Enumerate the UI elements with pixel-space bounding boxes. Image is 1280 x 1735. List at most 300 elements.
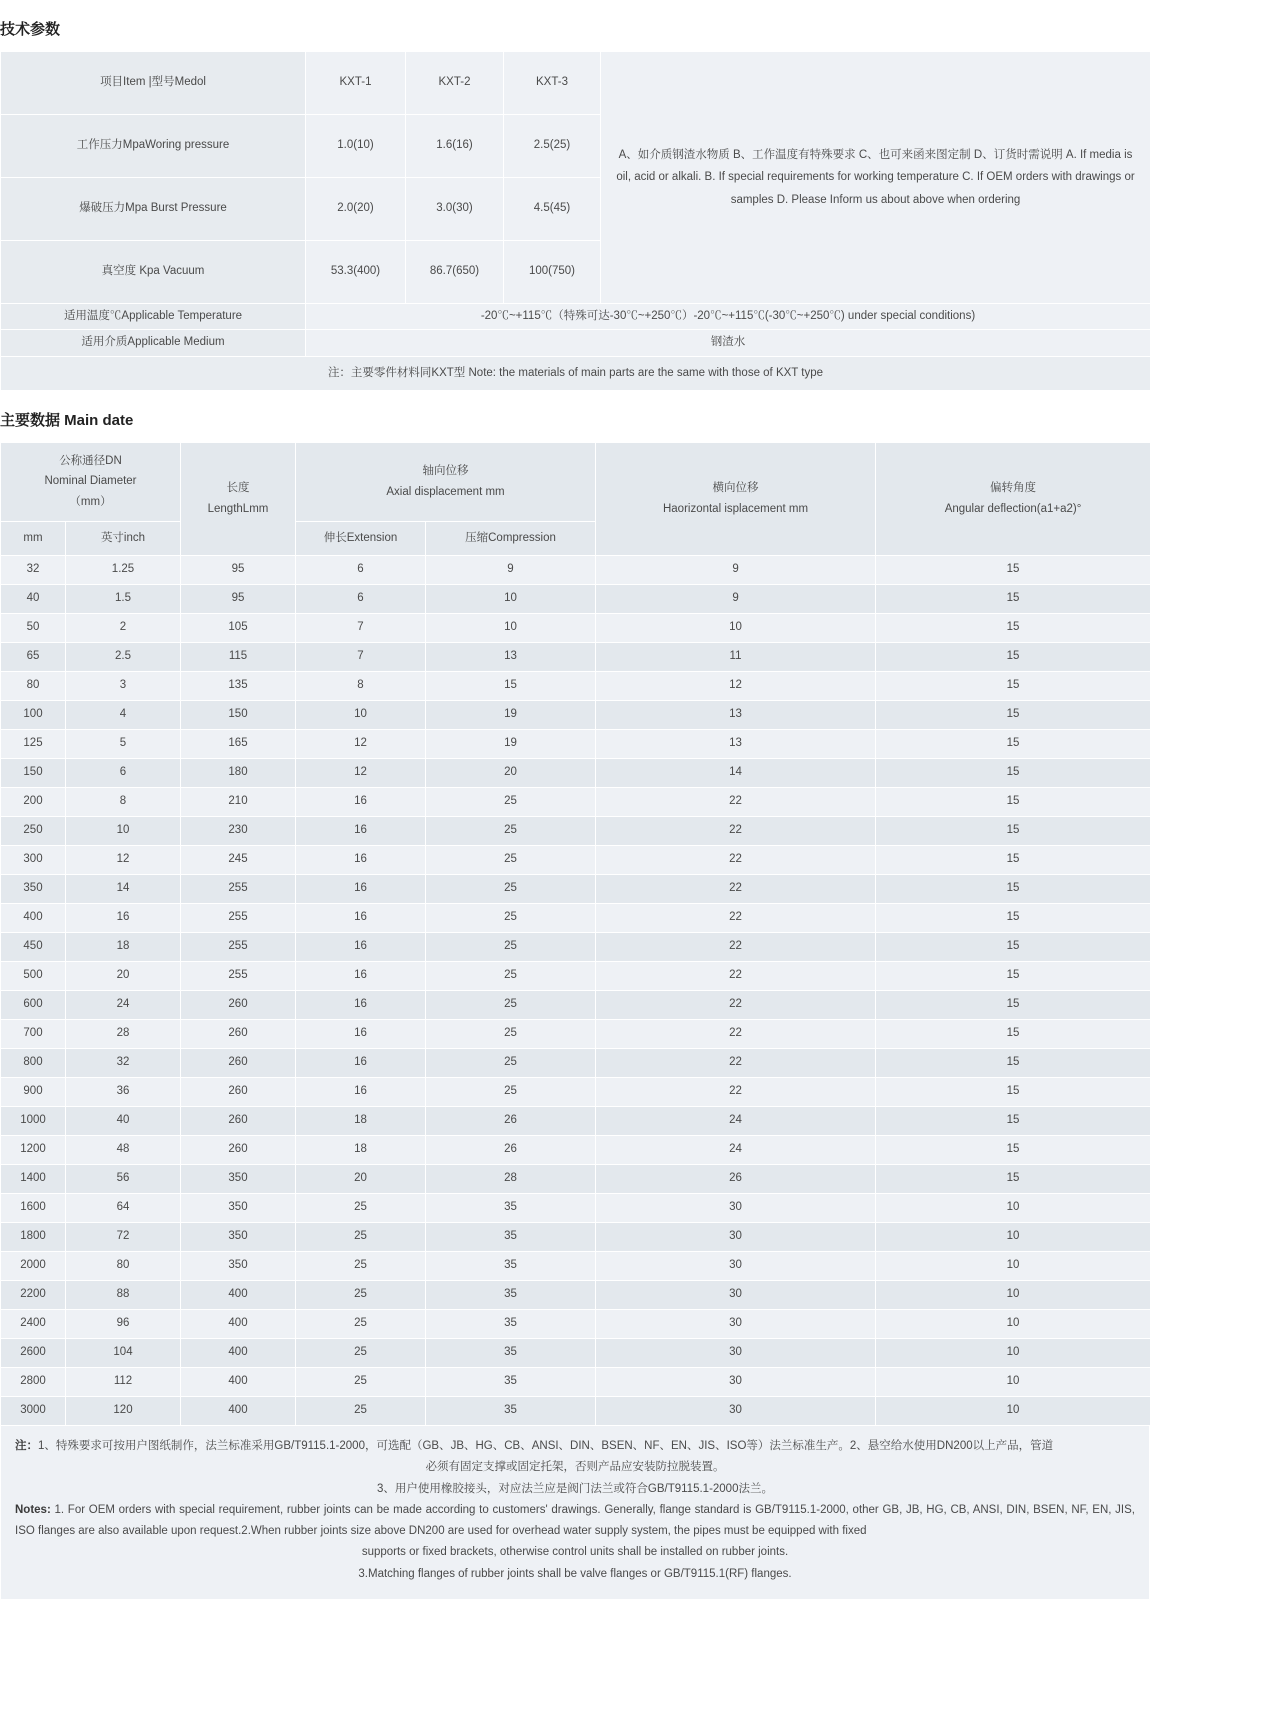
table-row — [1, 1281, 1151, 1310]
cell-horizontal: 22 — [596, 1078, 876, 1107]
cell-horizontal: 22 — [596, 1049, 876, 1078]
cell-dn-inch: 4 — [66, 701, 181, 730]
cell-horizontal: 30 — [596, 1223, 876, 1252]
notes-en-line-1: 1. For OEM orders with special requirement, rubber joints can be made according to customers' drawings. Generally, flange standard is GB/T9115.1-2000, other GB, JB, HG, CB, ANSI, DIN, BSEN, NF, EN, JIS, ISO flanges are also available upon request.2.When rubber joints size above DN200 are used for overhead water supply system, the pipes must be equipped with fixed — [15, 1503, 1135, 1538]
cell-angular: 15 — [876, 730, 1151, 759]
cell-dn-mm: 700 — [1, 1020, 66, 1049]
cell-dn-inch: 5 — [66, 730, 181, 759]
cell-angular: 10 — [876, 1281, 1151, 1310]
cell-horizontal: 14 — [596, 759, 876, 788]
cell-horizontal: 12 — [596, 672, 876, 701]
document-page — [0, 18, 1280, 1620]
tech-row-value: 1.0(10) — [306, 115, 406, 178]
notes-en-first-line — [15, 1500, 1135, 1543]
tech-footer-note: 注：主要零件材料同KXT型 Note: the materials of main parts are the same with those of KXT type — [1, 356, 1151, 390]
cell-dn-inch: 20 — [66, 962, 181, 991]
cell-extension: 16 — [296, 1049, 426, 1078]
cell-angular: 15 — [876, 788, 1151, 817]
cell-dn-inch: 40 — [66, 1107, 181, 1136]
cell-dn-mm: 125 — [1, 730, 66, 759]
notes-en-label: Notes: — [15, 1503, 51, 1516]
cell-extension: 16 — [296, 788, 426, 817]
cell-extension: 12 — [296, 730, 426, 759]
tech-row-label: 工作压力MpaWoring pressure — [1, 115, 306, 178]
cell-horizontal: 24 — [596, 1136, 876, 1165]
cell-horizontal: 22 — [596, 1020, 876, 1049]
tech-row-label: 真空度 Kpa Vacuum — [1, 241, 306, 304]
cell-dn-inch: 2 — [66, 614, 181, 643]
cell-compression: 26 — [426, 1107, 596, 1136]
cell-angular: 15 — [876, 1020, 1151, 1049]
main-data-table — [0, 442, 1151, 1426]
notes-cn-label: 注： — [15, 1440, 38, 1453]
cell-compression: 25 — [426, 1078, 596, 1107]
cell-compression: 10 — [426, 585, 596, 614]
table-row — [1, 701, 1151, 730]
cell-angular: 15 — [876, 962, 1151, 991]
cell-angular: 10 — [876, 1339, 1151, 1368]
cell-angular: 15 — [876, 643, 1151, 672]
cell-dn-inch: 36 — [66, 1078, 181, 1107]
tech-row-value: 2.5(25) — [504, 115, 601, 178]
cell-dn-inch: 96 — [66, 1310, 181, 1339]
tech-row-label: 爆破压力Mpa Burst Pressure — [1, 178, 306, 241]
tech-title-wrap — [0, 18, 1280, 39]
cell-horizontal: 26 — [596, 1165, 876, 1194]
tech-row-value: 4.5(45) — [504, 178, 601, 241]
cell-compression: 25 — [426, 788, 596, 817]
cell-dn-mm: 2600 — [1, 1339, 66, 1368]
cell-angular: 10 — [876, 1252, 1151, 1281]
hdr-angular-en: Angular deflection(a1+a2)° — [944, 502, 1082, 515]
hdr-horizontal-en: Haorizontal isplacement mm — [662, 502, 809, 515]
tech-medium-value: 钢渣水 — [306, 330, 1151, 356]
cell-length: 350 — [181, 1194, 296, 1223]
notes-box — [0, 1426, 1150, 1600]
cell-extension: 16 — [296, 817, 426, 846]
cell-extension: 20 — [296, 1165, 426, 1194]
cell-dn-inch: 120 — [66, 1397, 181, 1426]
cell-angular: 15 — [876, 933, 1151, 962]
cell-length: 400 — [181, 1368, 296, 1397]
cell-length: 230 — [181, 817, 296, 846]
cell-length: 255 — [181, 962, 296, 991]
cell-compression: 25 — [426, 1020, 596, 1049]
table-row — [1, 933, 1151, 962]
cell-horizontal: 30 — [596, 1397, 876, 1426]
cell-dn-mm: 100 — [1, 701, 66, 730]
cell-extension: 18 — [296, 1136, 426, 1165]
cell-dn-mm: 300 — [1, 846, 66, 875]
cell-horizontal: 13 — [596, 730, 876, 759]
cell-dn-mm: 250 — [1, 817, 66, 846]
cell-horizontal: 30 — [596, 1281, 876, 1310]
cell-compression: 15 — [426, 672, 596, 701]
cell-length: 260 — [181, 1020, 296, 1049]
tech-note-line: A. If media is oil, acid or alkali. — [616, 148, 1133, 184]
table-row — [1, 1368, 1151, 1397]
cell-compression: 9 — [426, 556, 596, 585]
cell-dn-inch: 14 — [66, 875, 181, 904]
tech-note-line: B、工作温度有特殊要求 — [733, 148, 856, 161]
cell-length: 105 — [181, 614, 296, 643]
hdr-axial-cn: 轴向位移 — [422, 465, 469, 478]
tech-row-value: 1.6(16) — [406, 115, 504, 178]
cell-dn-inch: 72 — [66, 1223, 181, 1252]
cell-length: 115 — [181, 643, 296, 672]
tech-note-line: D. Please Inform us about above when ordering — [776, 193, 1021, 206]
technical-parameters-table — [0, 51, 1151, 391]
cell-angular: 15 — [876, 701, 1151, 730]
table-row — [1, 643, 1151, 672]
hdr-axial-en: Axial displacement mm — [386, 485, 505, 498]
table-row — [1, 1165, 1151, 1194]
cell-length: 400 — [181, 1281, 296, 1310]
tech-row-value: 86.7(650) — [406, 241, 504, 304]
cell-dn-mm: 450 — [1, 933, 66, 962]
col-header-nominal-diameter — [1, 442, 181, 521]
cell-dn-mm: 2000 — [1, 1252, 66, 1281]
page-title-technical-parameters: 技术参数 — [0, 21, 61, 38]
cell-horizontal: 30 — [596, 1339, 876, 1368]
cell-horizontal: 22 — [596, 788, 876, 817]
hdr-dn-cn: 公称通径DN — [59, 454, 122, 467]
cell-dn-mm: 2800 — [1, 1368, 66, 1397]
hdr-dn-unit: （mm） — [69, 496, 112, 509]
cell-dn-mm: 32 — [1, 556, 66, 585]
cell-horizontal: 30 — [596, 1310, 876, 1339]
cell-extension: 16 — [296, 904, 426, 933]
cell-compression: 25 — [426, 904, 596, 933]
tech-model-kxt2: KXT-2 — [406, 52, 504, 115]
table-row — [1, 614, 1151, 643]
cell-length: 255 — [181, 875, 296, 904]
table-row — [1, 1223, 1151, 1252]
cell-length: 260 — [181, 1107, 296, 1136]
cell-dn-mm: 600 — [1, 991, 66, 1020]
main-title-wrap — [0, 409, 1280, 430]
tech-note-line: C. If OEM orders with drawings or samples — [730, 171, 1135, 206]
table-row — [1, 1252, 1151, 1281]
cell-length: 260 — [181, 1049, 296, 1078]
cell-compression: 35 — [426, 1252, 596, 1281]
cell-horizontal: 22 — [596, 904, 876, 933]
cell-length: 350 — [181, 1165, 296, 1194]
cell-dn-inch: 16 — [66, 904, 181, 933]
table-row — [1, 556, 1151, 585]
cell-dn-mm: 800 — [1, 1049, 66, 1078]
cell-angular: 15 — [876, 904, 1151, 933]
cell-angular: 15 — [876, 991, 1151, 1020]
tech-note-line: D、订货时需说明 — [973, 148, 1063, 161]
cell-dn-inch: 28 — [66, 1020, 181, 1049]
table-header-row — [1, 442, 1151, 521]
cell-dn-inch: 1.25 — [66, 556, 181, 585]
cell-length: 260 — [181, 1078, 296, 1107]
cell-compression: 28 — [426, 1165, 596, 1194]
cell-extension: 7 — [296, 614, 426, 643]
cell-dn-inch: 1.5 — [66, 585, 181, 614]
cell-angular: 15 — [876, 672, 1151, 701]
cell-extension: 16 — [296, 875, 426, 904]
cell-horizontal: 30 — [596, 1252, 876, 1281]
cell-horizontal: 22 — [596, 991, 876, 1020]
cell-dn-inch: 56 — [66, 1165, 181, 1194]
cell-angular: 15 — [876, 1107, 1151, 1136]
cell-angular: 15 — [876, 1078, 1151, 1107]
cell-angular: 10 — [876, 1194, 1151, 1223]
hdr-angular-cn: 偏转角度 — [990, 482, 1037, 495]
cell-compression: 35 — [426, 1223, 596, 1252]
cell-extension: 16 — [296, 846, 426, 875]
cell-extension: 25 — [296, 1368, 426, 1397]
cell-angular: 15 — [876, 556, 1151, 585]
cell-extension: 6 — [296, 585, 426, 614]
cell-horizontal: 10 — [596, 614, 876, 643]
cell-horizontal: 30 — [596, 1194, 876, 1223]
notes-en-line-3: 3.Matching flanges of rubber joints shall be valve flanges or GB/T9115.1(RF) flanges. — [358, 1567, 792, 1580]
cell-extension: 7 — [296, 643, 426, 672]
cell-length: 400 — [181, 1310, 296, 1339]
cell-angular: 15 — [876, 817, 1151, 846]
cell-dn-mm: 80 — [1, 672, 66, 701]
table-row — [1, 759, 1151, 788]
cell-compression: 25 — [426, 875, 596, 904]
cell-horizontal: 22 — [596, 846, 876, 875]
cell-dn-inch: 48 — [66, 1136, 181, 1165]
col-header-mm: mm — [1, 521, 66, 555]
hdr-horizontal-cn: 横向位移 — [712, 482, 759, 495]
cell-compression: 20 — [426, 759, 596, 788]
cell-extension: 25 — [296, 1194, 426, 1223]
tech-table-wrap — [0, 51, 1280, 391]
cell-angular: 10 — [876, 1310, 1151, 1339]
cell-dn-mm: 500 — [1, 962, 66, 991]
cell-length: 350 — [181, 1252, 296, 1281]
cell-angular: 15 — [876, 1136, 1151, 1165]
cell-dn-mm: 1400 — [1, 1165, 66, 1194]
cell-dn-inch: 24 — [66, 991, 181, 1020]
cell-dn-inch: 104 — [66, 1339, 181, 1368]
table-row — [1, 672, 1151, 701]
tech-header-item: 项目Item |型号Medol — [1, 52, 306, 115]
cell-extension: 16 — [296, 1078, 426, 1107]
tech-medium-label: 适用介质Applicable Medium — [1, 330, 306, 356]
cell-extension: 16 — [296, 991, 426, 1020]
cell-dn-mm: 1800 — [1, 1223, 66, 1252]
cell-length: 245 — [181, 846, 296, 875]
cell-length: 165 — [181, 730, 296, 759]
table-row — [1, 962, 1151, 991]
cell-horizontal: 22 — [596, 962, 876, 991]
cell-angular: 10 — [876, 1397, 1151, 1426]
cell-extension: 16 — [296, 1020, 426, 1049]
notes-en-line-2: supports or fixed brackets, otherwise control units shall be installed on rubber joints. — [361, 1546, 789, 1559]
table-row — [1, 1397, 1151, 1426]
table-row — [1, 1136, 1151, 1165]
page-title-main-data: 主要数据 Main date — [0, 411, 134, 429]
table-row — [1, 904, 1151, 933]
cell-angular: 15 — [876, 1049, 1151, 1078]
cell-extension: 25 — [296, 1310, 426, 1339]
cell-dn-inch: 80 — [66, 1252, 181, 1281]
cell-angular: 15 — [876, 875, 1151, 904]
cell-dn-inch: 112 — [66, 1368, 181, 1397]
cell-length: 95 — [181, 556, 296, 585]
cell-dn-mm: 1600 — [1, 1194, 66, 1223]
cell-extension: 25 — [296, 1223, 426, 1252]
tech-model-kxt3: KXT-3 — [504, 52, 601, 115]
table-row — [1, 1310, 1151, 1339]
table-row — [1, 585, 1151, 614]
cell-horizontal: 9 — [596, 585, 876, 614]
cell-angular: 10 — [876, 1368, 1151, 1397]
table-row — [1, 1020, 1151, 1049]
hdr-length-cn: 长度 — [226, 482, 250, 495]
cell-dn-inch: 6 — [66, 759, 181, 788]
cell-extension: 25 — [296, 1252, 426, 1281]
col-header-inch: 英寸inch — [66, 521, 181, 555]
notes-cn-first-line — [15, 1436, 1135, 1457]
tech-row-value: 53.3(400) — [306, 241, 406, 304]
cell-extension: 18 — [296, 1107, 426, 1136]
cell-dn-inch: 64 — [66, 1194, 181, 1223]
cell-extension: 16 — [296, 962, 426, 991]
col-header-angular-deflection — [876, 442, 1151, 555]
cell-length: 260 — [181, 991, 296, 1020]
tech-note-line: C、也可来函来图定制 — [858, 148, 971, 161]
table-row — [1, 991, 1151, 1020]
tech-row-value: 2.0(20) — [306, 178, 406, 241]
cell-compression: 25 — [426, 1049, 596, 1078]
cell-horizontal: 11 — [596, 643, 876, 672]
cell-dn-inch: 8 — [66, 788, 181, 817]
table-row — [1, 330, 1151, 356]
cell-compression: 25 — [426, 817, 596, 846]
cell-extension: 25 — [296, 1397, 426, 1426]
tech-row-value: 3.0(30) — [406, 178, 504, 241]
cell-length: 255 — [181, 904, 296, 933]
notes-cn-line-1: 1、特殊要求可按用户图纸制作，法兰标准采用GB/T9115.1-2000，可选配（GB、JB、HG、CB、ANSI、DIN、BSEN、NF、EN、JIS、ISO等）法兰标准生产。2、悬空给水使用DN200以上产品，管道 — [38, 1440, 1054, 1453]
hdr-dn-en: Nominal Diameter — [44, 475, 137, 488]
cell-compression: 35 — [426, 1397, 596, 1426]
cell-dn-mm: 50 — [1, 614, 66, 643]
cell-length: 400 — [181, 1397, 296, 1426]
cell-compression: 35 — [426, 1339, 596, 1368]
cell-dn-mm: 2200 — [1, 1281, 66, 1310]
cell-extension: 25 — [296, 1281, 426, 1310]
cell-dn-mm: 1200 — [1, 1136, 66, 1165]
cell-angular: 15 — [876, 846, 1151, 875]
cell-angular: 15 — [876, 759, 1151, 788]
cell-compression: 26 — [426, 1136, 596, 1165]
cell-extension: 16 — [296, 933, 426, 962]
cell-dn-inch: 12 — [66, 846, 181, 875]
cell-length: 150 — [181, 701, 296, 730]
cell-angular: 10 — [876, 1223, 1151, 1252]
table-row — [1, 304, 1151, 330]
notes-cn-line-2: 必须有固定支撑或固定托架，否则产品应安装防拉脱装置。 — [425, 1461, 725, 1474]
cell-compression: 25 — [426, 846, 596, 875]
cell-extension: 8 — [296, 672, 426, 701]
cell-dn-mm: 400 — [1, 904, 66, 933]
cell-length: 400 — [181, 1339, 296, 1368]
cell-compression: 35 — [426, 1310, 596, 1339]
main-table-wrap — [0, 442, 1280, 1426]
table-row — [1, 788, 1151, 817]
cell-length: 180 — [181, 759, 296, 788]
cell-horizontal: 22 — [596, 875, 876, 904]
cell-compression: 35 — [426, 1194, 596, 1223]
table-row — [1, 1049, 1151, 1078]
table-row — [1, 1078, 1151, 1107]
col-header-compression: 压缩Compression — [426, 521, 596, 555]
cell-length: 95 — [181, 585, 296, 614]
notes-cn-line-3: 3、用户使用橡胶接头，对应法兰应是阀门法兰或符合GB/T9115.1-2000法兰。 — [377, 1482, 773, 1495]
cell-extension: 25 — [296, 1339, 426, 1368]
table-row — [1, 1194, 1151, 1223]
tech-notes-cell — [601, 52, 1151, 304]
table-row — [1, 356, 1151, 390]
cell-compression: 10 — [426, 614, 596, 643]
table-row — [1, 52, 1151, 115]
cell-dn-inch: 32 — [66, 1049, 181, 1078]
col-header-axial-displacement — [296, 442, 596, 521]
table-row — [1, 875, 1151, 904]
cell-dn-mm: 150 — [1, 759, 66, 788]
tech-temperature-label: 适用温度℃Applicable Temperature — [1, 304, 306, 330]
cell-dn-mm: 1000 — [1, 1107, 66, 1136]
tech-note-line: B. If special requirements for working temperature — [704, 171, 959, 184]
cell-dn-mm: 900 — [1, 1078, 66, 1107]
cell-compression: 35 — [426, 1368, 596, 1397]
cell-dn-mm: 200 — [1, 788, 66, 817]
tech-row-value: 100(750) — [504, 241, 601, 304]
table-row — [1, 1107, 1151, 1136]
tech-note-line: A、如介质钢渣水物质 — [618, 148, 730, 161]
cell-dn-mm: 65 — [1, 643, 66, 672]
cell-length: 255 — [181, 933, 296, 962]
cell-length: 210 — [181, 788, 296, 817]
cell-dn-inch: 2.5 — [66, 643, 181, 672]
hdr-length-en: LengthLmm — [207, 502, 269, 515]
col-header-length — [181, 442, 296, 555]
cell-compression: 25 — [426, 933, 596, 962]
cell-dn-inch: 88 — [66, 1281, 181, 1310]
cell-extension: 12 — [296, 759, 426, 788]
cell-dn-mm: 3000 — [1, 1397, 66, 1426]
col-header-extension: 伸长Extension — [296, 521, 426, 555]
cell-horizontal: 22 — [596, 817, 876, 846]
cell-compression: 25 — [426, 991, 596, 1020]
tech-model-kxt1: KXT-1 — [306, 52, 406, 115]
cell-length: 260 — [181, 1136, 296, 1165]
cell-dn-mm: 40 — [1, 585, 66, 614]
col-header-horizontal-displacement — [596, 442, 876, 555]
cell-horizontal: 24 — [596, 1107, 876, 1136]
cell-horizontal: 13 — [596, 701, 876, 730]
cell-compression: 19 — [426, 730, 596, 759]
cell-dn-mm: 2400 — [1, 1310, 66, 1339]
cell-dn-mm: 350 — [1, 875, 66, 904]
cell-dn-inch: 3 — [66, 672, 181, 701]
table-row — [1, 817, 1151, 846]
table-row — [1, 846, 1151, 875]
table-row — [1, 730, 1151, 759]
cell-angular: 15 — [876, 1165, 1151, 1194]
cell-compression: 19 — [426, 701, 596, 730]
cell-horizontal: 22 — [596, 933, 876, 962]
